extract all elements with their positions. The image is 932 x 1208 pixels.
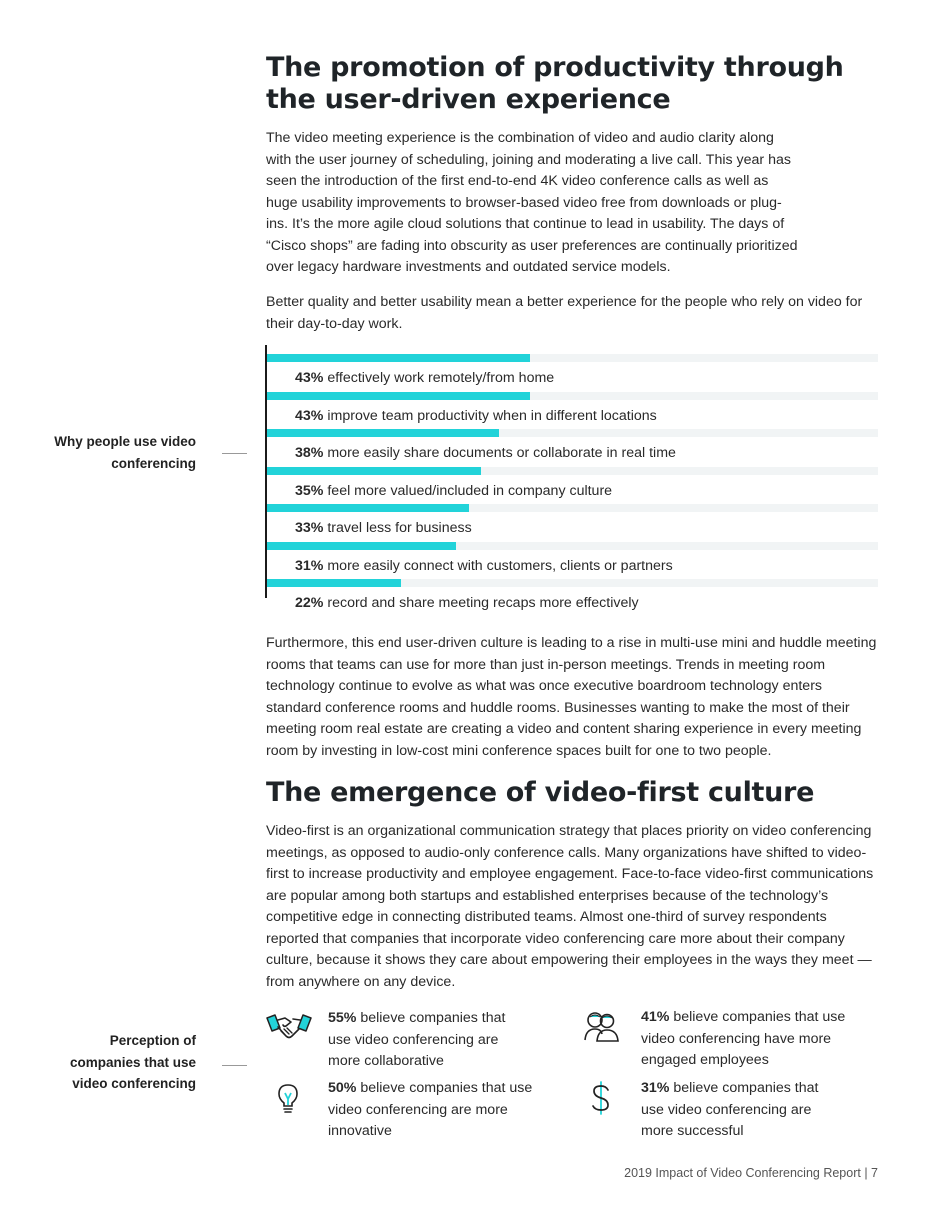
- handshake-icon: [266, 1012, 312, 1051]
- stat-collaborative-text: believe companies that use video conferencing are more collaborative: [328, 1010, 506, 1069]
- section2-title: The emergence of video-first culture: [266, 777, 815, 808]
- bar-label: [295, 593, 639, 613]
- bar-label: [295, 406, 657, 426]
- section1-title: The promotion of productivity through the user-driven experience: [266, 52, 844, 115]
- bar-value-label: 43%: [295, 370, 324, 386]
- bar-value-label: 22%: [295, 595, 324, 611]
- perception-side-label: Perception of companies that use video conferencing: [69, 1033, 196, 1091]
- bar-category-label: effectively work remotely/from home: [327, 370, 555, 386]
- bar: [267, 579, 401, 587]
- bar-label: [295, 518, 472, 538]
- bar-track: [267, 579, 878, 587]
- stat-engaged-pct: 41%: [641, 1009, 670, 1025]
- bar-value-label: 33%: [295, 520, 324, 536]
- section1-paragraph-2: Better quality and better usability mean a better experience for the people who rely on video for their day-to-day work.: [266, 294, 863, 332]
- bar-label: [295, 556, 673, 576]
- bar-value-label: 38%: [295, 445, 324, 461]
- bar-category-label: more easily share documents or collaborate in real time: [327, 445, 676, 461]
- bar-category-label: feel more valued/included in company culture: [327, 482, 613, 499]
- stat-innovative-pct: 50%: [328, 1080, 357, 1096]
- bar-label: [295, 481, 612, 501]
- bar-track: [267, 504, 878, 512]
- bar-value-label: 43%: [295, 407, 324, 424]
- bar-category-label: improve team productivity when in different locations: [327, 407, 657, 424]
- people-icon: [583, 1010, 621, 1049]
- stat-collaborative: [328, 1008, 528, 1073]
- bar-track: [267, 354, 878, 362]
- bar-category-label: travel less for business: [327, 520, 472, 536]
- bar-category-label: record and share meeting recaps more effectively: [327, 595, 639, 611]
- usage-reasons-chart: [265, 345, 879, 615]
- bar: [267, 504, 469, 512]
- bar-track: [267, 467, 878, 475]
- stat-successful-text: believe companies that use video conferencing are more successful: [641, 1080, 819, 1139]
- stat-collaborative-pct: 55%: [328, 1010, 357, 1026]
- section1-paragraph-1: The video meeting experience is the combination of video and audio clarity along with the user journey of scheduling, joining and moderating a live call. This year has seen the introduction of the first end-to-end 4K video conference calls as well as huge usability improvements to browser-based video free from downloads or plug-ins. It’s the more agile cloud solutions that continue to lead in usability. The days of “Cisco shops” are fading into obscurity as user preferences are continually prioritized over legacy hardware investments and outdated service models.: [266, 130, 798, 275]
- bar-label: [295, 368, 554, 388]
- bar-category-label: more easily connect with customers, clients or partners: [327, 557, 673, 574]
- bar: [267, 467, 481, 475]
- bar-track: [267, 429, 878, 437]
- bar: [267, 542, 456, 550]
- bar-value-label: 35%: [295, 482, 324, 499]
- stat-innovative-text: believe companies that use video conferencing are more innovative: [328, 1080, 533, 1139]
- lightbulb-icon: [277, 1083, 299, 1120]
- stat-successful: [641, 1078, 841, 1143]
- bar-track: [267, 542, 878, 550]
- bar: [267, 429, 499, 437]
- bar: [267, 392, 530, 400]
- stat-successful-pct: 31%: [641, 1080, 670, 1096]
- stat-engaged-text: believe companies that use video conferencing have more engaged employees: [641, 1009, 846, 1068]
- bar-label: [295, 443, 676, 463]
- section2-paragraph-1: Video-first is an organizational communication strategy that places priority on video conferencing meetings, as opposed to audio-only conference calls. Many organizations have shifted to video-first to increase productivity and employee engagement. Face-to-face video-first communications are popular among both startups and established enterprises because of the technology’s competitive edge in connecting distributed teams. Almost one-third of survey respondents reported that companies that incorporate video conferencing care more about their company culture, because it shows they care about empowering their employees in the ways they meet — from anywhere on any device.: [266, 823, 874, 990]
- dollar-icon: [590, 1081, 612, 1120]
- section1-paragraph-3: Furthermore, this end user-driven culture is leading to a rise in multi-use mini and huddle meeting rooms that teams can use for more than just in-person meetings. Trends in meeting room technology continue to evolve as what was once executive boardroom technology enters standard conference rooms and huddle rooms. Businesses wanting to make the most of their meeting room real estate are creating a video and content sharing experience in every meeting room by investing in low-cost mini conference spaces built for one to two people.: [266, 635, 877, 759]
- stat-engaged: [641, 1007, 856, 1072]
- chart-side-dash: [222, 453, 247, 454]
- page-footer: 2019 Impact of Video Conferencing Report | 7: [624, 1166, 878, 1180]
- stat-innovative: [328, 1078, 548, 1143]
- bar-track: [267, 392, 878, 400]
- bar-value-label: 31%: [295, 557, 324, 574]
- bar: [267, 354, 530, 362]
- chart-side-label: Why people use video conferencing: [54, 434, 196, 471]
- perception-side-dash: [222, 1065, 247, 1066]
